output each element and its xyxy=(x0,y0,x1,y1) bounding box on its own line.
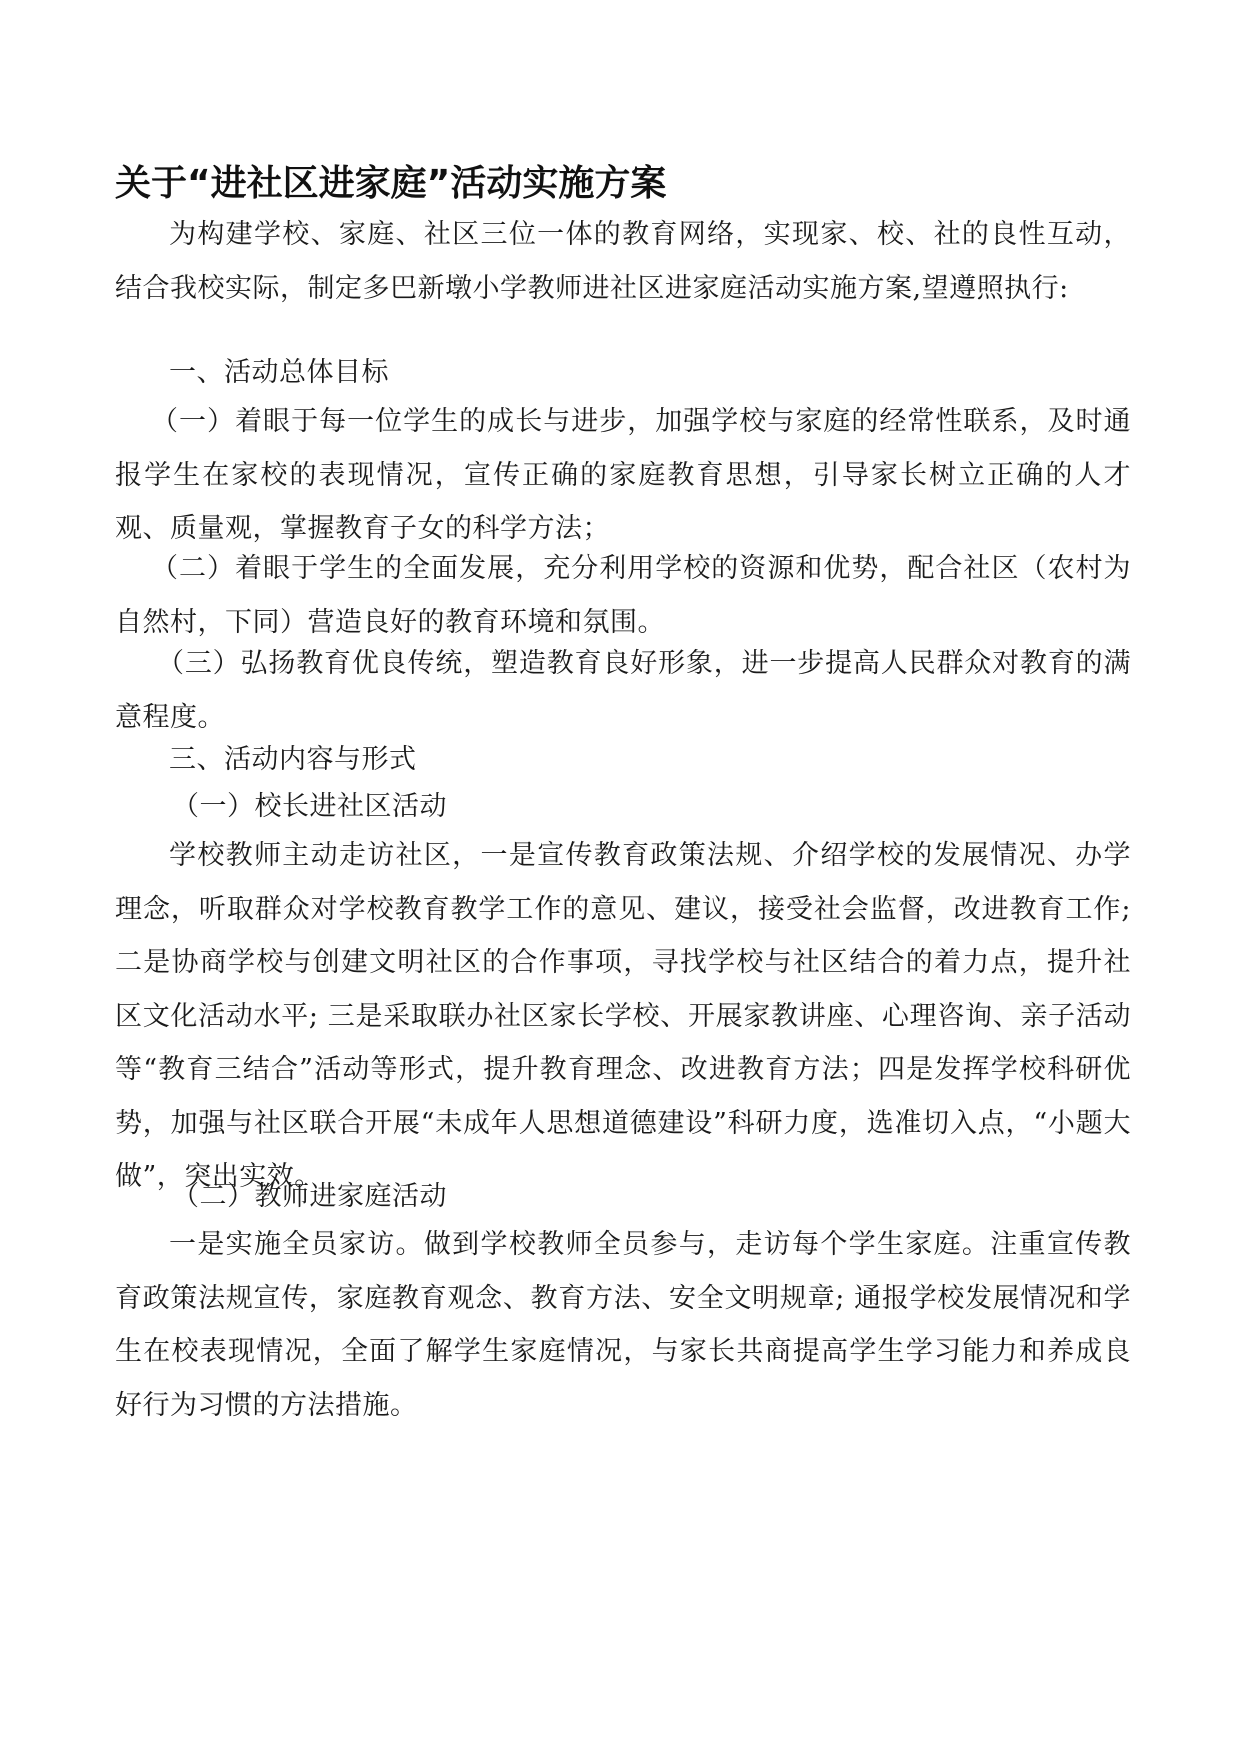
subsection-heading-principal: （一）校长进社区活动 xyxy=(172,791,447,822)
document-title: 关于“进社区进家庭”活动实施方案 xyxy=(115,163,667,204)
goal-item-3: （三）弘扬教育优良传统，塑造教育良好形象，进一步提高人民群众对教育的满意程度。 xyxy=(115,648,1131,733)
intro-paragraph: 为构建学校、家庭、社区三位一体的教育网络，实现家、校、社的良性互动，结合我校实际，制定多巴新墩小学教师进社区进家庭活动实施方案,望遵照执行: xyxy=(115,219,1131,304)
goal-item-2: （二）着眼于学生的全面发展，充分利用学校的资源和优势，配合社区（农村为自然村，下同）营造良好的教育环境和氛围。 xyxy=(115,553,1131,638)
section-heading-content: 三、活动内容与形式 xyxy=(169,744,417,775)
subsection-paragraph-principal: 学校教师主动走访社区，一是宣传教育政策法规、介绍学校的发展情况、办学理念，听取群众对学校教育教学工作的意见、建议，接受社会监督，改进教育工作; 二是协商学校与创建文明社区的合作事项，寻找学校与社区结合的着力点，提升社区文化活动水平; 三是采取联办社区家长学校、开展家教讲座、心理咨询、亲子活动等“教育三结合”活动等形式，提升教育理念、改进教育方法；四是发挥学校科研优势，加强与社区联合开展“未成年人思想道德建设”科研力度，选准切入点，“小题大做”，突出实效。 xyxy=(115,840,1131,1192)
subsection-paragraph-teacher: 一是实施全员家访。做到学校教师全员参与，走访每个学生家庭。注重宣传教育政策法规宣传，家庭教育观念、教育方法、安全文明规章; 通报学校发展情况和学生在校表现情况，全面了解学生家庭情况，与家长共商提高学生学习能力和养成良好行为习惯的方法措施。 xyxy=(115,1229,1131,1421)
section-heading-goals: 一、活动总体目标 xyxy=(169,357,389,388)
subsection-heading-teacher: （二）教师进家庭活动 xyxy=(172,1181,447,1212)
goal-item-1: （一）着眼于每一位学生的成长与进步，加强学校与家庭的经常性联系，及时通报学生在家校的表现情况，宣传正确的家庭教育思想，引导家长树立正确的人才观、质量观，掌握教育子女的科学方法； xyxy=(115,406,1131,544)
